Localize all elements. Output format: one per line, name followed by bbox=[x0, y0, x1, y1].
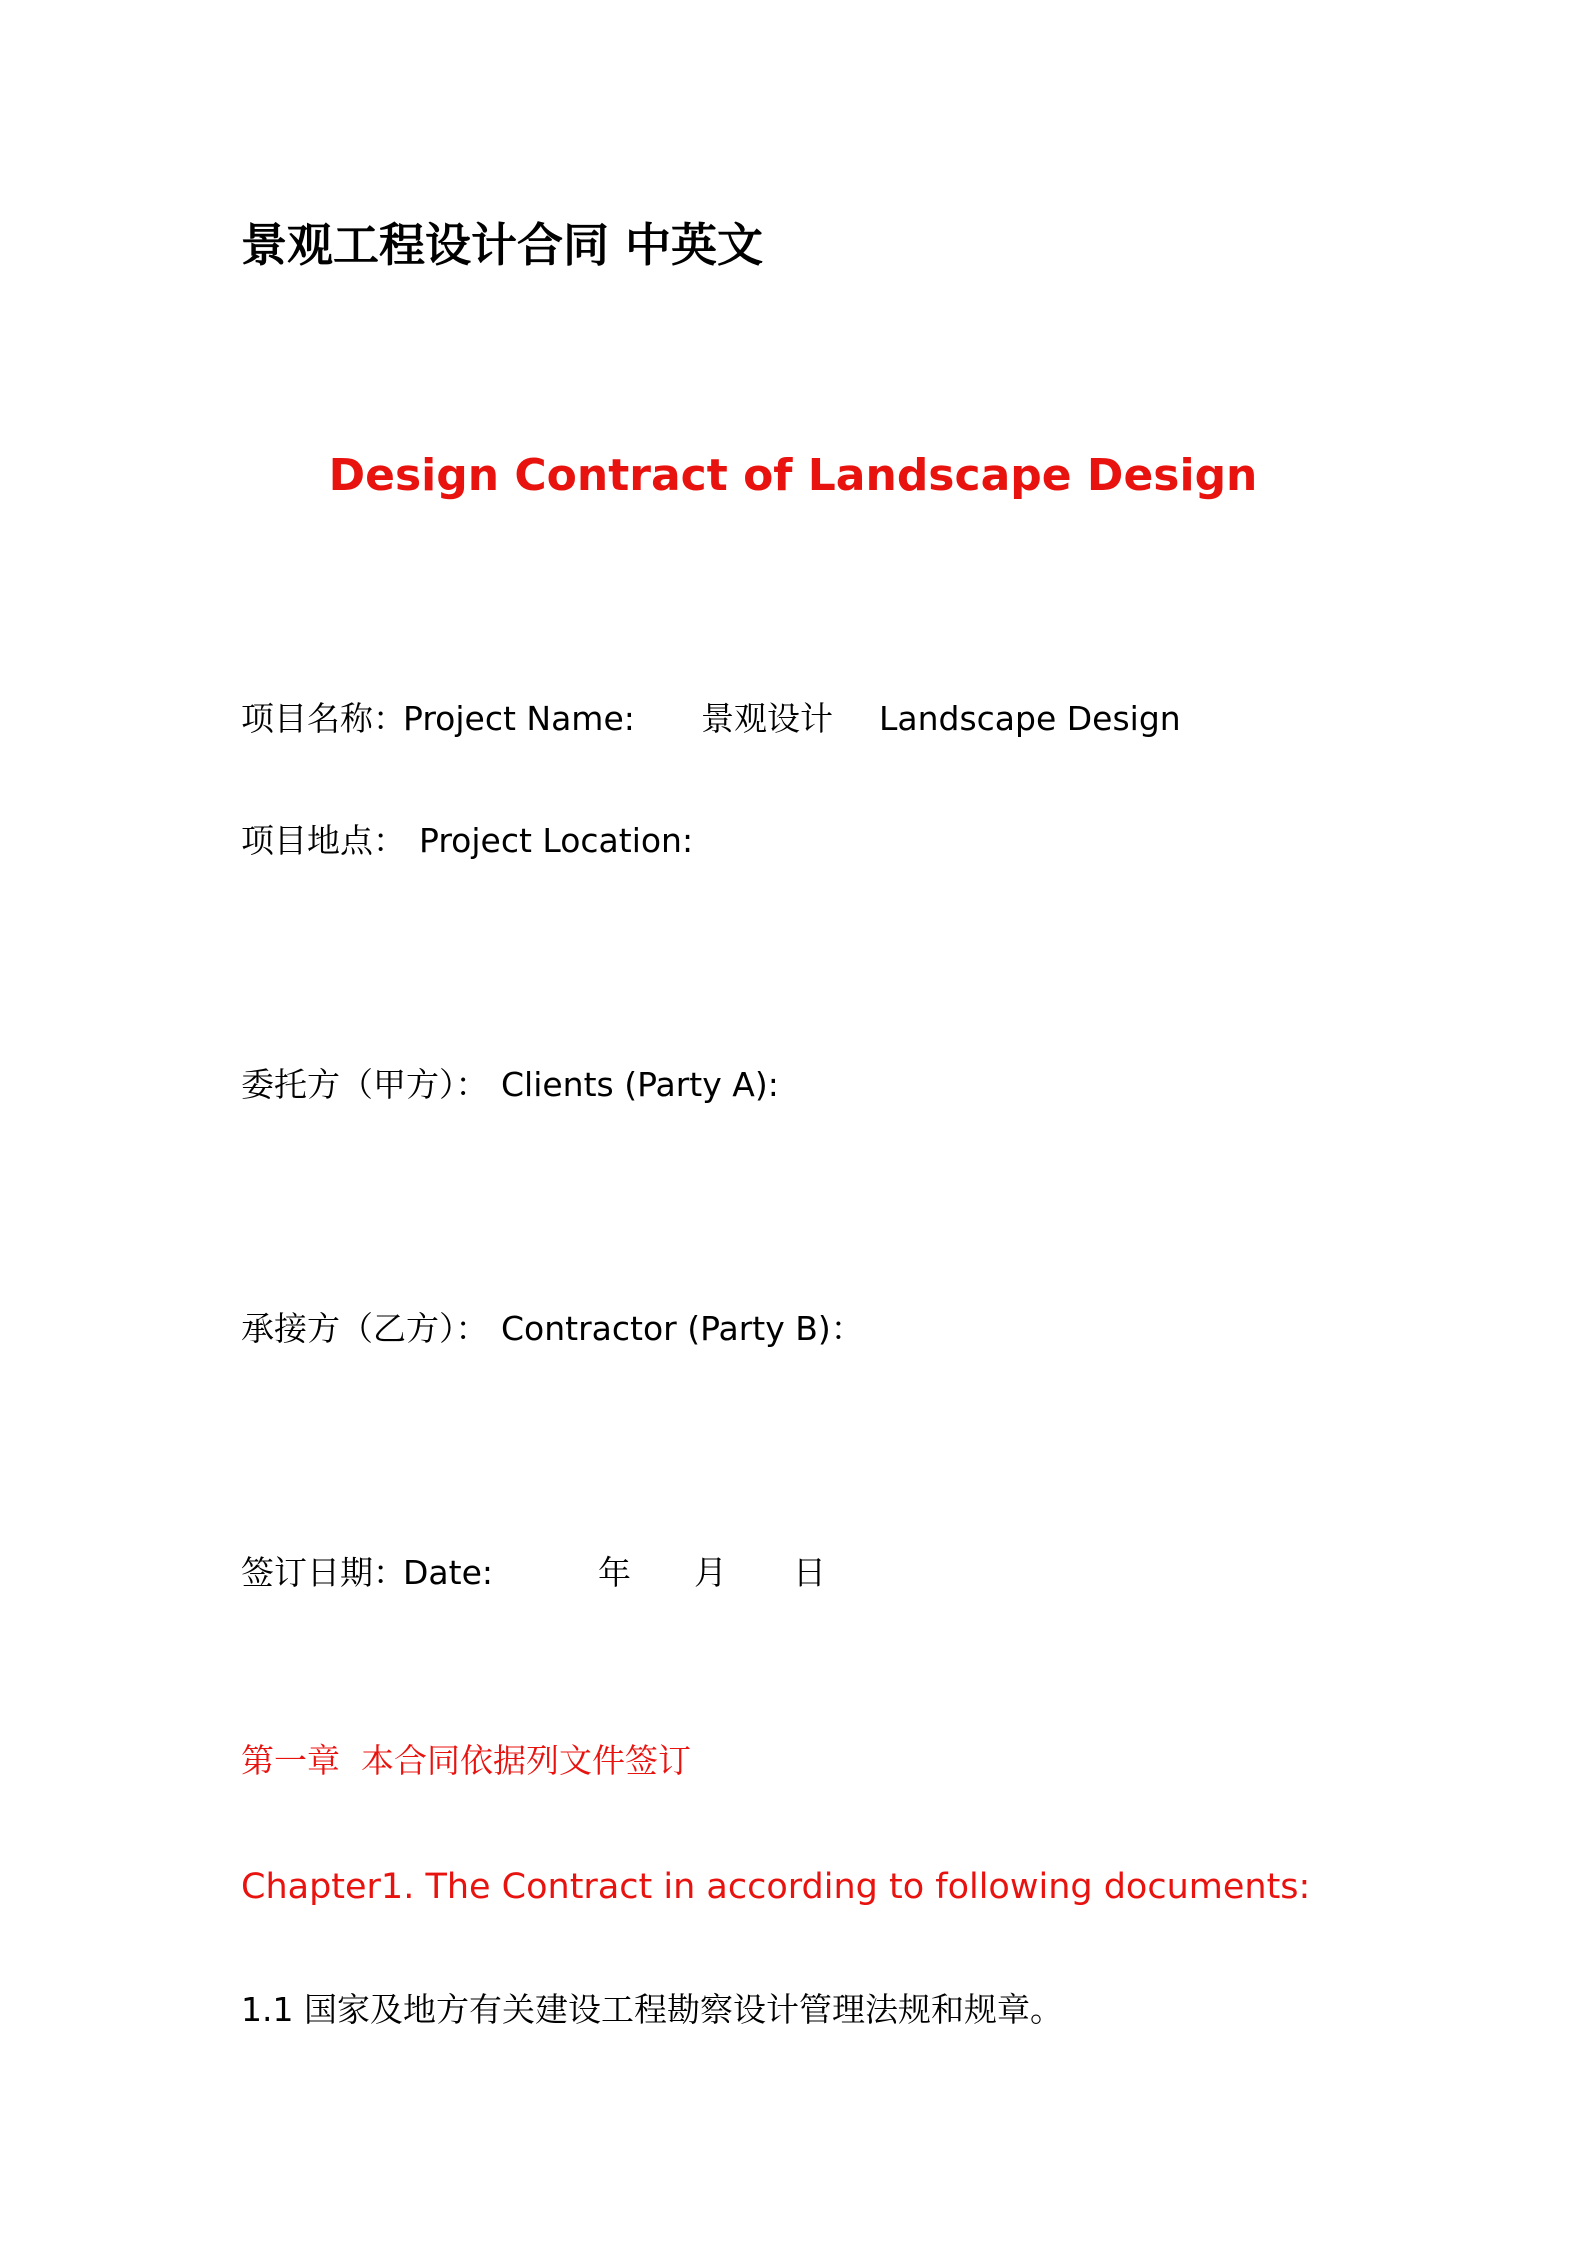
date-label-cn: 签订日期： bbox=[241, 1553, 406, 1592]
contractor-label-cn: 承接方（乙方）： bbox=[241, 1309, 489, 1348]
contractor-label-en: Contractor (Party B)： bbox=[501, 1309, 864, 1348]
date-month: 月 bbox=[694, 1553, 727, 1592]
project-location-label-cn: 项目地点： bbox=[241, 821, 406, 860]
english-contract-title-text: Design Contract of Landscape Design bbox=[328, 450, 1258, 501]
chapter1-heading-en: Chapter1. The Contract in according to following documents: bbox=[241, 1867, 1311, 1907]
client-label-en: Clients (Party A): bbox=[501, 1065, 779, 1104]
date-day: 日 bbox=[793, 1553, 826, 1592]
chapter1-heading-cn: 第一章 本合同依据列文件签订 bbox=[241, 1741, 691, 1780]
date-label-en: Date: bbox=[403, 1553, 493, 1592]
project-name-label-en: Project Name: bbox=[403, 699, 635, 738]
english-contract-title bbox=[0, 450, 1586, 501]
date-year: 年 bbox=[598, 1553, 631, 1592]
project-name-value-en: Landscape Design bbox=[879, 699, 1181, 738]
client-label-cn: 委托方（甲方）： bbox=[241, 1065, 489, 1104]
document-title: 景观工程设计合同 中英文 bbox=[241, 218, 764, 272]
project-name-value-cn: 景观设计 bbox=[701, 699, 833, 738]
project-location-label-en: Project Location: bbox=[419, 821, 694, 860]
clause-1-1: 1.1 国家及地方有关建设工程勘察设计管理法规和规章。 bbox=[241, 1990, 1063, 2029]
project-name-label-cn: 项目名称： bbox=[241, 699, 406, 738]
